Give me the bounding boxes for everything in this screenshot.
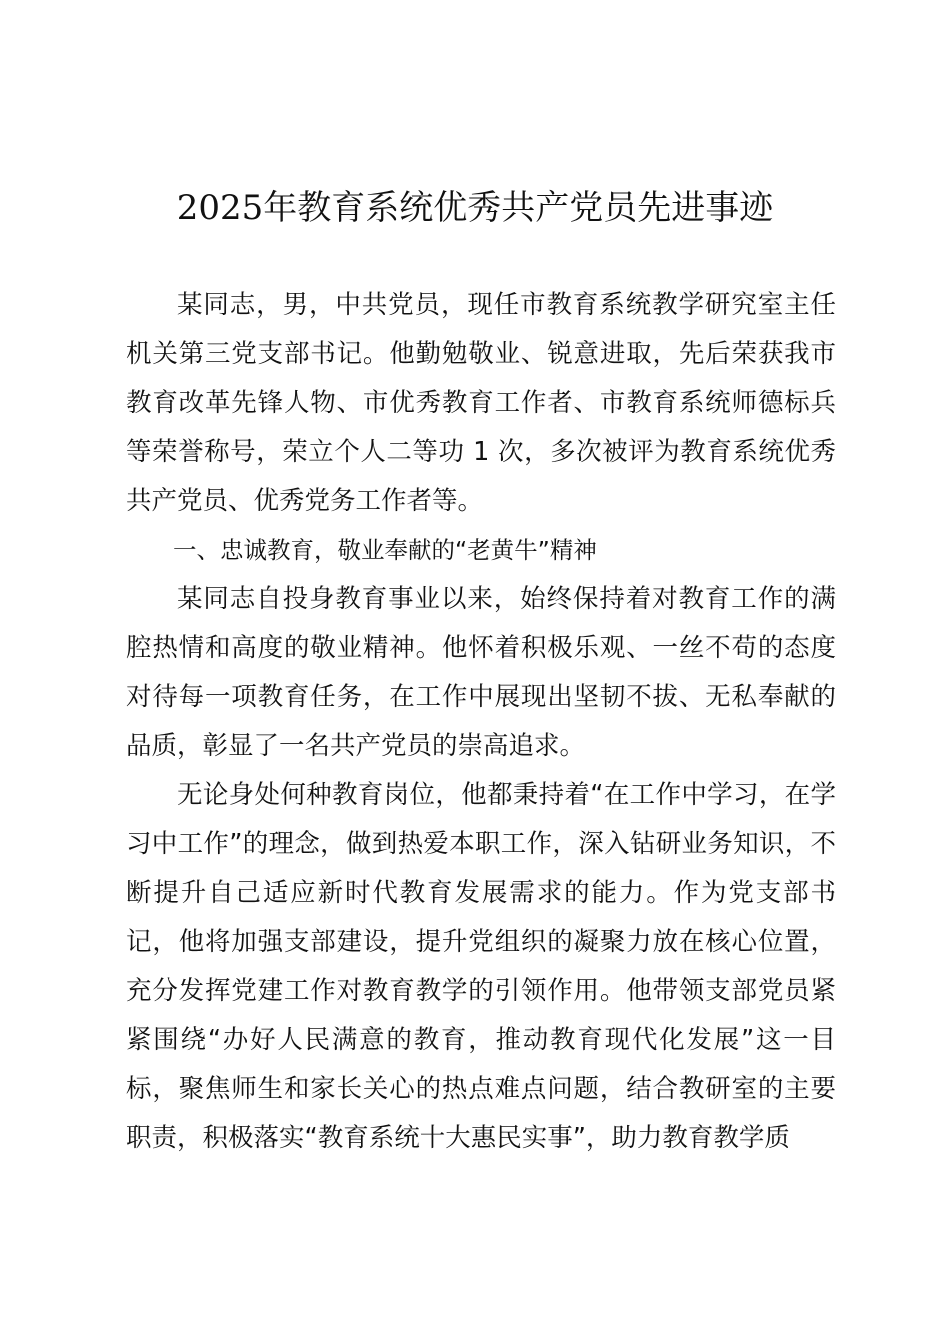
section-heading: 一、忠诚教育，敬业奉献的“老黄牛”精神 <box>173 536 597 564</box>
document-body <box>126 281 836 1163</box>
paragraph-intro: 某同志，男，中共党员，现任市教育系统教学研究室主任机关第三党支部书记。他勤勉敬业、锐意进取，先后荣获我市教育改革先锋人物、市优秀教育工作者、市教育系统师德标兵等荣誉称号，荣立个人二等功 1 次，多次被评为教育系统优秀共产党员、优秀党务工作者等。 <box>126 290 836 516</box>
paragraph-dedication: 某同志自投身教育事业以来，始终保持着对教育工作的满腔热情和高度的敬业精神。他怀着积极乐观、一丝不苟的态度对待每一项教育任务，在工作中展现出坚韧不拔、无私奉献的品质，彰显了一名共产党员的崇高追求。 <box>126 584 836 761</box>
paragraph-learning: 无论身处何种教育岗位，他都秉持着“在工作中学习，在学习中工作”的理念，做到热爱本职工作，深入钻研业务知识，不断提升自己适应新时代教育发展需求的能力。作为党支部书记，他将加强支部建设，提升党组织的凝聚力放在核心位置，充分发挥党建工作对教育教学的引领作用。他带领支部党员紧紧围绕“办好人民满意的教育，推动教育现代化发展”这一目标，聚焦师生和家长关心的热点难点问题，结合教研室的主要职责，积极落实“教育系统十大惠民实事”，助力教育教学质 <box>126 780 836 1153</box>
document-title: 2025年教育系统优秀共产党员先进事迹 <box>176 188 774 228</box>
